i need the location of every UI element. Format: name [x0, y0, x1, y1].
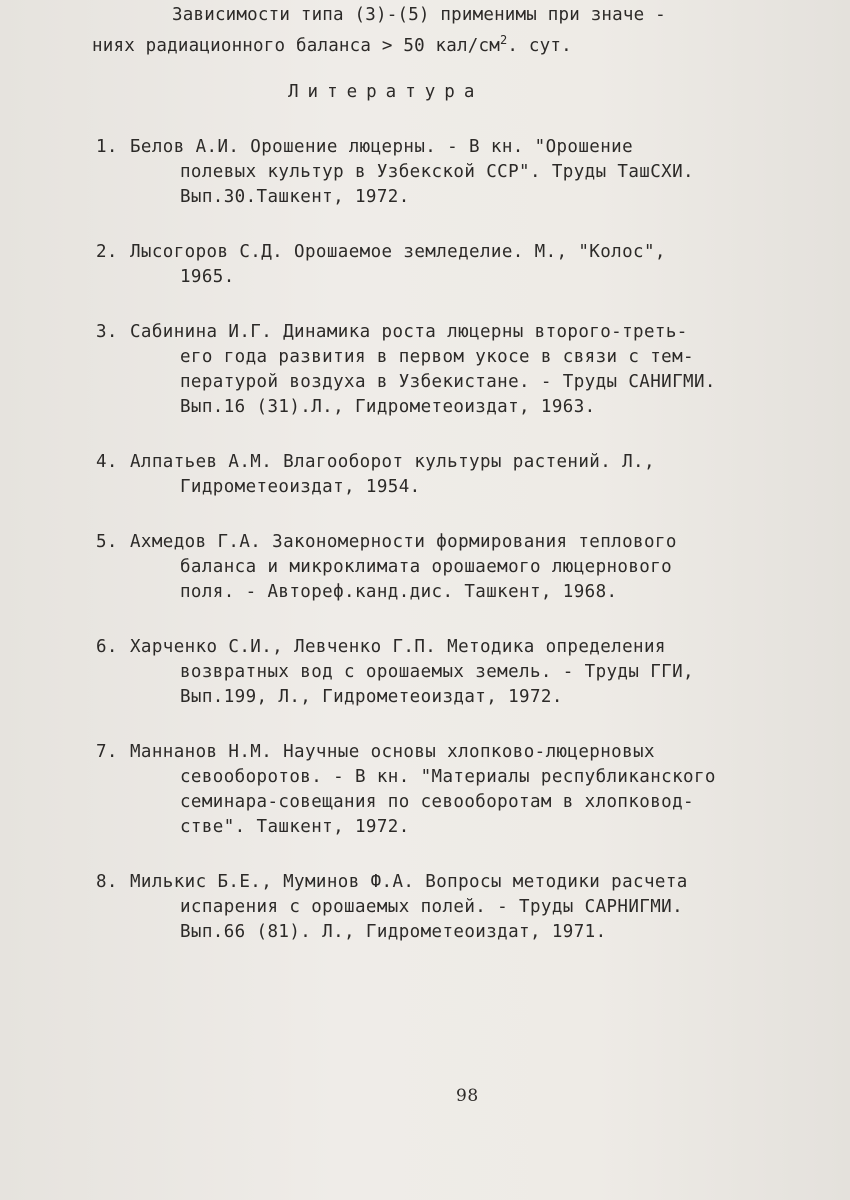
reference-line — [96, 160, 841, 185]
reference-text: Белов А.И. Орошение люцерны. - В кн. "Орошение — [130, 137, 634, 157]
reference-line — [96, 265, 841, 290]
reference-text: Вып.66 (81). Л., Гидрометеоиздат, 1971. — [180, 922, 607, 942]
reference-line — [96, 185, 841, 210]
reference-text: севооборотов. - В кн. "Материалы республиканского — [180, 767, 716, 787]
reference-item — [96, 870, 841, 945]
reference-line — [96, 580, 841, 605]
reference-text: Милькис Б.Е., Муминов Ф.А. Вопросы методики расчета — [130, 872, 688, 892]
superscript-exponent: 2 — [499, 33, 508, 47]
reference-text: испарения с орошаемых полей. - Труды САРНИГМИ. — [180, 897, 684, 917]
reference-line — [96, 660, 841, 685]
reference-text: Харченко С.И., Левченко Г.П. Методика определения — [130, 637, 666, 657]
reference-item — [96, 530, 841, 605]
reference-text: пературой воздуха в Узбекистане. - Труды САНИГМИ. — [180, 372, 716, 392]
intro-line-1: Зависимости типа (3)-(5) применимы при значе - — [172, 5, 666, 25]
reference-number: 3. — [96, 322, 118, 342]
reference-line — [96, 920, 841, 945]
intro-line-2-end: . сут. — [507, 35, 572, 56]
reference-text: 1965. — [180, 267, 235, 287]
reference-text: его года развития в первом укосе в связи с тем- — [180, 347, 694, 367]
reference-line — [96, 450, 841, 475]
reference-text: семинара-совещания по севооборотам в хлопковод- — [180, 792, 694, 812]
reference-line — [96, 685, 841, 710]
reference-text: Маннанов Н.М. Научные основы хлопково-люцерновых — [130, 742, 655, 762]
reference-text: Вып.30.Ташкент, 1972. — [180, 187, 410, 207]
intro-line-2-text: ниях радиационного баланса > 50 кал/см — [92, 35, 500, 56]
reference-list — [96, 135, 841, 975]
reference-line — [96, 320, 841, 345]
intro-paragraph — [92, 3, 832, 59]
reference-text: Сабинина И.Г. Динамика роста люцерны второго-треть- — [130, 322, 688, 342]
reference-line — [96, 240, 841, 265]
reference-line — [96, 135, 841, 160]
reference-number: 5. — [96, 532, 118, 552]
reference-text: поля. - Автореф.канд.дис. Ташкент, 1968. — [180, 582, 618, 602]
reference-text: Лысогоров С.Д. Орошаемое земледелие. М., "Колос", — [130, 242, 666, 262]
reference-text: Ахмедов Г.А. Закономерности формирования теплового — [130, 532, 677, 552]
reference-text: возвратных вод с орошаемых земель. - Труды ГГИ, — [180, 662, 694, 682]
reference-line — [96, 370, 841, 395]
reference-item — [96, 740, 841, 840]
reference-text: Вып.199, Л., Гидрометеоиздат, 1972. — [180, 687, 563, 707]
reference-line — [96, 395, 841, 420]
reference-number: 6. — [96, 637, 118, 657]
reference-line — [96, 530, 841, 555]
reference-item — [96, 635, 841, 710]
reference-line — [96, 815, 841, 840]
reference-number: 1. — [96, 137, 118, 157]
reference-item — [96, 135, 841, 210]
reference-number: 2. — [96, 242, 118, 262]
reference-item — [96, 450, 841, 500]
reference-text: полевых культур в Узбекской ССР". Труды ТашСХИ. — [180, 162, 694, 182]
reference-line — [96, 635, 841, 660]
reference-line — [96, 790, 841, 815]
reference-text: стве". Ташкент, 1972. — [180, 817, 410, 837]
reference-line — [96, 345, 841, 370]
section-heading: Литература — [288, 82, 484, 102]
reference-text: баланса и микроклимата орошаемого люцернового — [180, 557, 673, 577]
reference-line — [96, 895, 841, 920]
reference-item — [96, 320, 841, 420]
intro-line-2 — [92, 28, 832, 59]
reference-line — [96, 765, 841, 790]
reference-line — [96, 475, 841, 500]
reference-line — [96, 555, 841, 580]
reference-text: Вып.16 (31).Л., Гидрометеоиздат, 1963. — [180, 397, 596, 417]
reference-text: Алпатьев А.М. Влагооборот культуры растений. Л., — [130, 452, 655, 472]
reference-number: 4. — [96, 452, 118, 472]
reference-line — [96, 740, 841, 765]
reference-number: 7. — [96, 742, 118, 762]
reference-line — [96, 870, 841, 895]
page-number: 98 — [456, 1086, 479, 1106]
reference-text: Гидрометеоиздат, 1954. — [180, 477, 421, 497]
reference-item — [96, 240, 841, 290]
reference-number: 8. — [96, 872, 118, 892]
